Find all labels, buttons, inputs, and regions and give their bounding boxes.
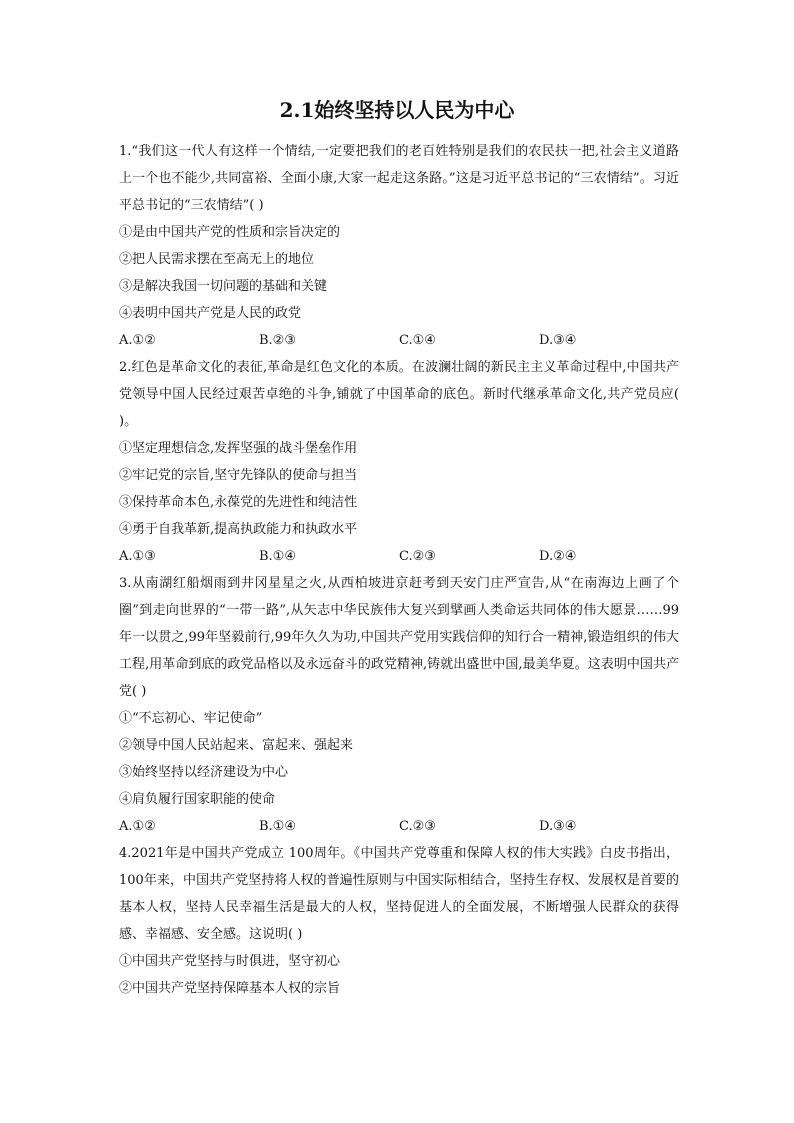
question-stem: 3.从南湖红船烟雨到井冈星星之火,从西柏坡进京赶考到天安门庄严宣告,从“在南海边上画了个圈”到走向世界的“一带一路”,从矢志中华民族伟大复兴到擘画人类命运共同体的伟大愿景……99年一以贯之,99年坚毅前行,99年久久为功,中国共产党用实践信仰的知行合一精神,锻造组织的伟大工程,用革命到底的政党品格以及永远奋斗的政党精神,铸就出盛世中国,最美华夏。这表明中国共产党( )	[119, 576, 679, 699]
question-3	[119, 570, 679, 840]
option-2: ②把人民需求摆在至高无上的地位	[119, 252, 315, 267]
option-2: ②领导中国人民站起来、富起来、强起来	[119, 738, 354, 753]
page-title: 2.1始终坚持以人民为中心	[279, 98, 515, 122]
question-stem: 1.“我们这一代人有这样一个情结,一定要把我们的老百姓特别是我们的农民扶一把,社会主义道路上一个也不能少,共同富裕、全面小康,大家一起走这条路。”这是习近平总书记的“三农情结”。习近平总书记的“三农情结”( )	[119, 144, 679, 213]
option-1: ①坚定理想信念,发挥坚强的战斗堡垒作用	[119, 441, 358, 456]
option-2: ②牢记党的宗旨,坚守先锋队的使命与担当	[119, 468, 358, 483]
option-1: ①是由中国共产党的性质和宗旨决定的	[119, 225, 341, 240]
option-1: ①“不忘初心、牢记使命”	[119, 711, 263, 726]
choice-b: B.①④	[259, 549, 296, 564]
choice-b: B.①④	[259, 819, 296, 834]
question-4	[119, 840, 679, 1002]
choice-a: A.①③	[119, 549, 156, 564]
choice-d: D.②④	[539, 549, 577, 564]
choice-a: A.①②	[119, 333, 156, 348]
choice-c: C.②③	[399, 819, 436, 834]
question-2	[119, 354, 679, 570]
answer-choices	[119, 813, 679, 840]
answer-choices	[119, 543, 679, 570]
choice-c: C.①④	[399, 333, 436, 348]
answer-choices	[119, 327, 679, 354]
option-3: ③始终坚持以经济建设为中心	[119, 765, 289, 780]
question-1	[119, 138, 679, 354]
choice-d: D.③④	[539, 333, 577, 348]
option-3: ③保持革命本色,永葆党的先进性和纯洁性	[119, 495, 358, 510]
option-4: ④表明中国共产党是人民的政党	[119, 306, 302, 321]
option-3: ③是解决我国一切问题的基础和关键	[119, 279, 328, 294]
choice-d: D.③④	[539, 819, 577, 834]
option-1: ①中国共产党坚持与时俱进，坚守初心	[119, 954, 341, 969]
question-list	[119, 138, 679, 1002]
choice-b: B.②③	[259, 333, 296, 348]
question-stem: 4.2021年是中国共产党成立 100周年。《中国共产党尊重和保障人权的伟大实践》白皮书指出，100年来，中国共产党坚持将人权的普遍性原则与中国实际相结合，坚持生存权、发展权是首要的基本人权，坚持人民幸福生活是最大的人权，坚持促进人的全面发展，不断增强人民群众的获得感、幸福感、安全感。这说明( )	[119, 846, 679, 942]
option-2: ②中国共产党坚持保障基本人权的宗旨	[119, 981, 341, 996]
option-4: ④肩负履行国家职能的使命	[119, 792, 276, 807]
question-stem: 2.红色是革命文化的表征,革命是红色文化的本质。在波澜壮阔的新民主主义革命过程中,中国共产党领导中国人民经过艰苦卓绝的斗争,铺就了中国革命的底色。新时代继承革命文化,共产党员应( )。	[119, 360, 679, 429]
choice-a: A.①②	[119, 819, 156, 834]
choice-c: C.②③	[399, 549, 436, 564]
option-4: ④勇于自我革新,提高执政能力和执政水平	[119, 522, 358, 537]
